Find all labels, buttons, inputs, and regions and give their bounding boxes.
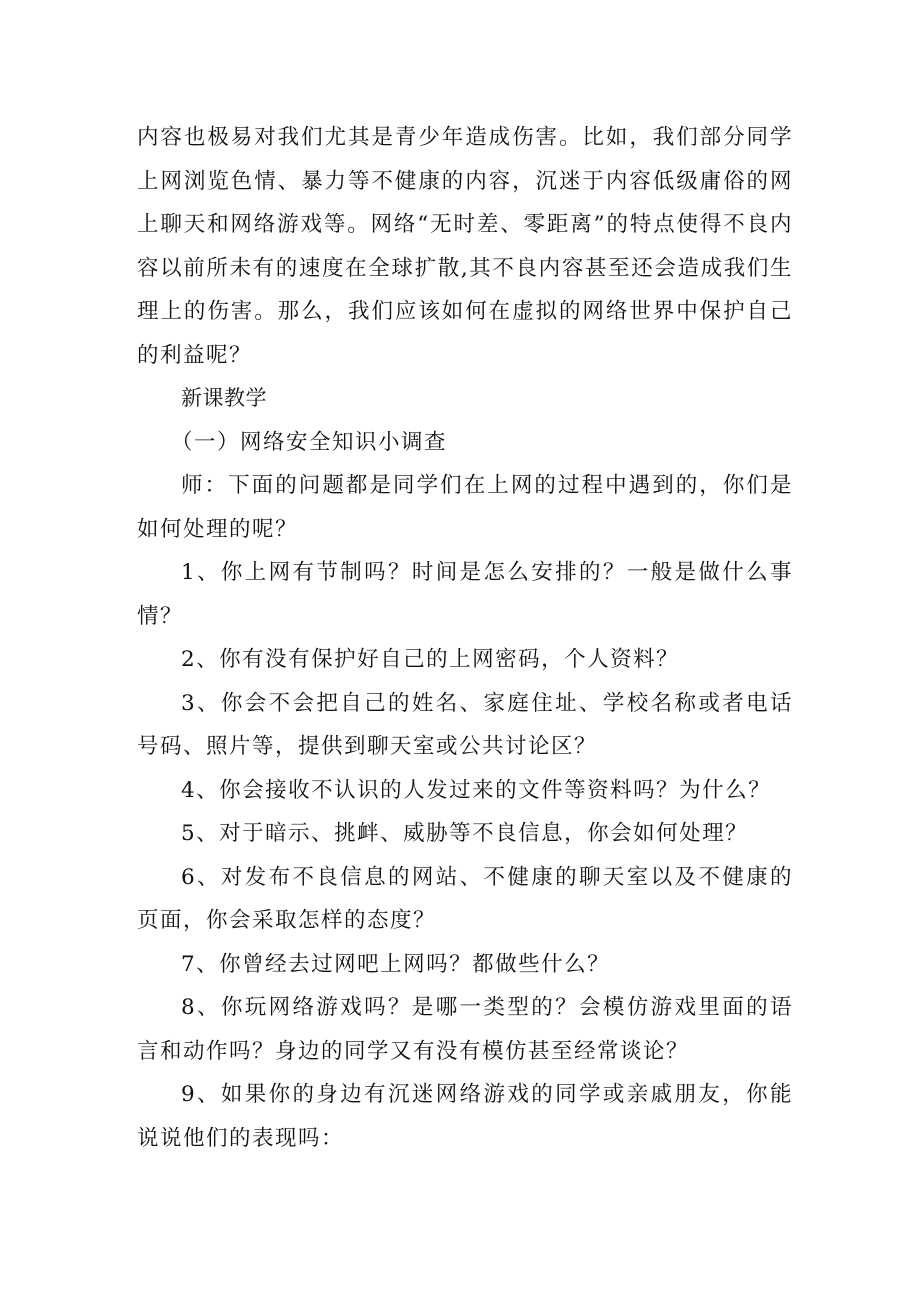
question-6: 6、对发布不良信息的网站、不健康的聊天室以及不健康的页面，你会采取怎样的态度？ — [137, 864, 793, 933]
question-4: 4、你会接收不认识的人发过来的文件等资料吗？为什么？ — [181, 777, 772, 803]
intro-paragraph: 内容也极易对我们尤其是青少年造成伤害。比如，我们部分同学上网浏览色情、暴力等不健康的内容，沉迷于内容低级庸俗的网上聊天和网络游戏等。网络“无时差、零距离”的特点使得不良内容以前所未有的速度在全球扩散,其不良内容甚至还会造成我们生理上的伤害。那么，我们应该如何在虚拟的网络世界中保护自己的利益呢？ — [137, 125, 793, 368]
question-3: 3、你会不会把自己的姓名、家庭住址、学校名称或者电话号码、照片等，提供到聊天室或公共讨论区？ — [137, 690, 793, 759]
question-7: 7、你曾经去过网吧上网吗？都做些什么？ — [181, 951, 611, 977]
question-9: 9、如果你的身边有沉迷网络游戏的同学或亲戚朋友，你能说说他们的表现吗： — [137, 1082, 793, 1151]
question-5: 5、对于暗示、挑衅、威胁等不良信息，你会如何处理？ — [181, 821, 749, 846]
document-body — [137, 116, 793, 1160]
subsection-heading: （一）网络安全知识小调查 — [171, 429, 448, 455]
question-2: 2、你有没有保护好自己的上网密码，个人资料？ — [181, 647, 680, 672]
section-heading: 新课教学 — [181, 386, 267, 410]
question-8: 8、你玩网络游戏吗？是哪一类型的？会模仿游戏里面的语言和动作吗？身边的同学又有没有模仿甚至经常谈论？ — [137, 995, 793, 1064]
question-1: 1、你上网有节制吗？时间是怎么安排的？一般是做什么事情？ — [137, 560, 793, 629]
teacher-prompt: 师：下面的问题都是同学们在上网的过程中遇到的，你们是如何处理的呢？ — [137, 473, 793, 542]
